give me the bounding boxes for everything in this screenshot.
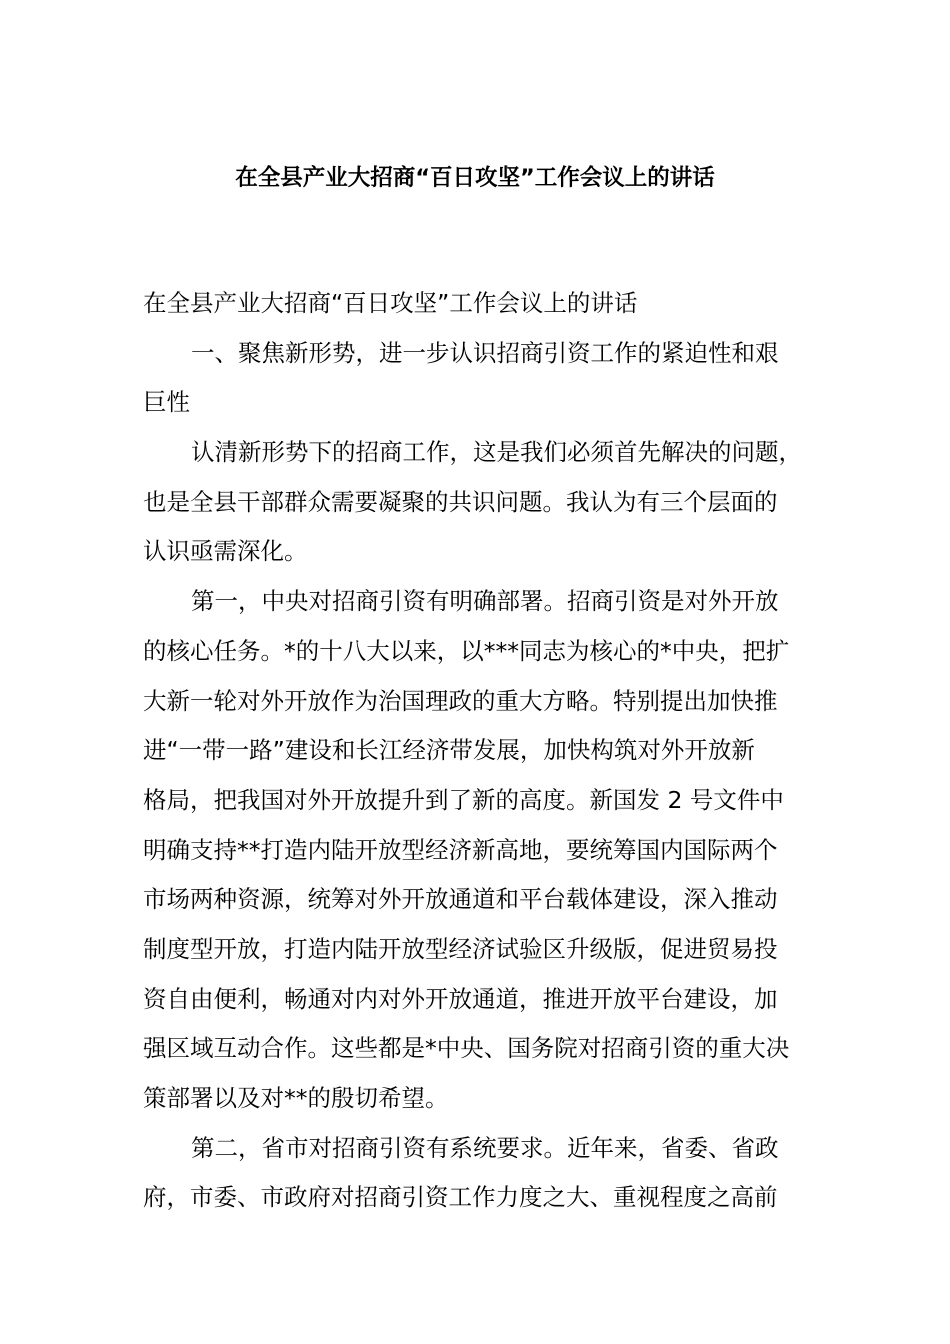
text-line: 明确支持**打造内陆开放型经济新高地，要统筹国内国际两个 bbox=[143, 835, 778, 864]
text-line: 的核心任务。*的十八大以来，以***同志为核心的*中央，把扩 bbox=[143, 636, 790, 665]
text-line: 格局，把我国对外开放提升到了新的高度。新国发 2 号文件中 bbox=[143, 785, 784, 814]
text-line: 第二，省市对招商引资有系统要求。近年来，省委、省政 bbox=[191, 1133, 779, 1162]
text-line: 在全县产业大招商“百日攻坚”工作会议上的讲话 bbox=[143, 289, 638, 317]
document-body bbox=[143, 279, 807, 1223]
text-line: 认识亟需深化。 bbox=[143, 537, 308, 566]
text-line: 第一，中央对招商引资有明确部署。招商引资是对外开放 bbox=[191, 587, 779, 616]
text-line: 进“一带一路”建设和长江经济带发展，加快构筑对外开放新 bbox=[143, 736, 755, 765]
text-line: 府，市委、市政府对招商引资工作力度之大、重视程度之高前 bbox=[143, 1183, 778, 1212]
text-line: 资自由便利，畅通对内对外开放通道，推进开放平台建设，加 bbox=[143, 984, 778, 1013]
text-line: 市场两种资源，统筹对外开放通道和平台载体建设，深入推动 bbox=[143, 885, 778, 914]
text-line: 大新一轮对外开放作为治国理政的重大方略。特别提出加快推 bbox=[143, 686, 778, 715]
text-line: 也是全县干部群众需要凝聚的共识问题。我认为有三个层面的 bbox=[143, 487, 778, 516]
text-line: 策部署以及对**的殷切希望。 bbox=[143, 1084, 449, 1112]
text-line: 制度型开放，打造内陆开放型经济试验区升级版，促进贸易投 bbox=[143, 934, 778, 963]
text-line: 认清新形势下的招商工作，这是我们必须首先解决的问题， bbox=[191, 438, 802, 467]
text-line: 强区域互动合作。这些都是*中央、国务院对招商引资的重大决 bbox=[143, 1034, 790, 1063]
text-line: 一、聚焦新形势，进一步认识招商引资工作的紧迫性和艰 bbox=[191, 338, 779, 367]
text-line: 巨性 bbox=[143, 388, 190, 417]
document-title: 在全县产业大招商“百日攻坚”工作会议上的讲话 bbox=[235, 165, 715, 191]
